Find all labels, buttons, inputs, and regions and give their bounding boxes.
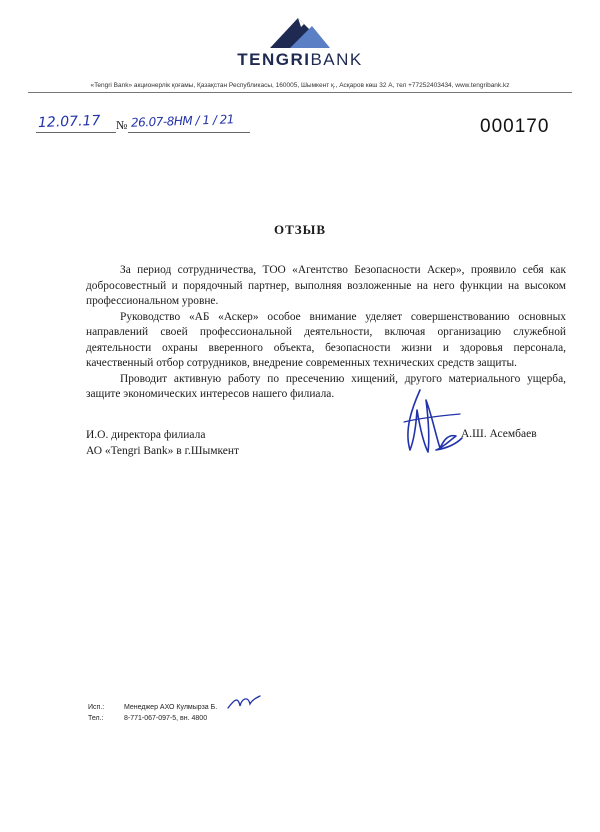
serial-number: 000170 — [480, 116, 550, 137]
position-line-1: И.О. директора филиала — [86, 429, 206, 441]
paragraph-3: Проводит активную работу по пресечению хищений, другого материального ущерба, защите экономических интересов нашего филиала. — [86, 372, 566, 400]
brand-name — [0, 50, 600, 70]
signatory-name: А.Ш. Асембаев — [461, 428, 537, 440]
handwritten-signature — [390, 386, 470, 458]
number-label: № — [116, 118, 128, 132]
date-underline — [36, 132, 116, 133]
document-title: ОТЗЫВ — [273, 222, 327, 237]
bank-logo — [0, 16, 600, 70]
mountain-logo-icon — [268, 16, 332, 48]
signatory-position — [86, 428, 239, 459]
brand-name-bold: TENGRI — [237, 50, 311, 69]
paragraph-1: За период сотрудничества, ТОО «Агентство Безопасности Аскер», проявило себя как добросовестный и порядочный партнер, выполняя возложенные на него функции на высоком профессиональном уровне. — [86, 264, 566, 307]
paragraph-2: Руководство «АБ «Аскер» особое внимание уделяет совершенствованию основных направлений своей профессиональной деятельности, включая организацию служебной деятельности охраны вверенного объекта, безопасности жизни и здоровья персонала, качественный отбор сотрудников, внедрение современных технических средств защиты. — [86, 310, 566, 369]
executor-label: Исп.: — [88, 704, 105, 711]
handwritten-date: 12.07.17 — [37, 112, 101, 132]
bank-contacts: «Tengri Bank» акционерлік қоғамы, Қазақстан Республикасы, 160005, Шымкент қ., Асқаров көш 32 А, тел +77252403434, www.tengribank.kz — [90, 82, 510, 89]
executor-info — [88, 702, 217, 724]
handwritten-number: 26.07-8НМ / 1 / 21 — [130, 112, 235, 130]
phone-value: 8-771-067-097-5, вн. 4800 — [124, 715, 208, 722]
brand-name-light: BANK — [310, 50, 363, 69]
executor-value: Менеджер АХО Кулмырза Б. — [124, 704, 218, 711]
phone-label: Тел.: — [88, 715, 104, 722]
header-divider — [28, 92, 572, 93]
position-line-2: АО «Tengri Bank» в г.Шымкент — [86, 444, 240, 457]
executor-initials — [226, 692, 262, 714]
document-body — [86, 263, 566, 403]
number-underline — [128, 132, 250, 133]
